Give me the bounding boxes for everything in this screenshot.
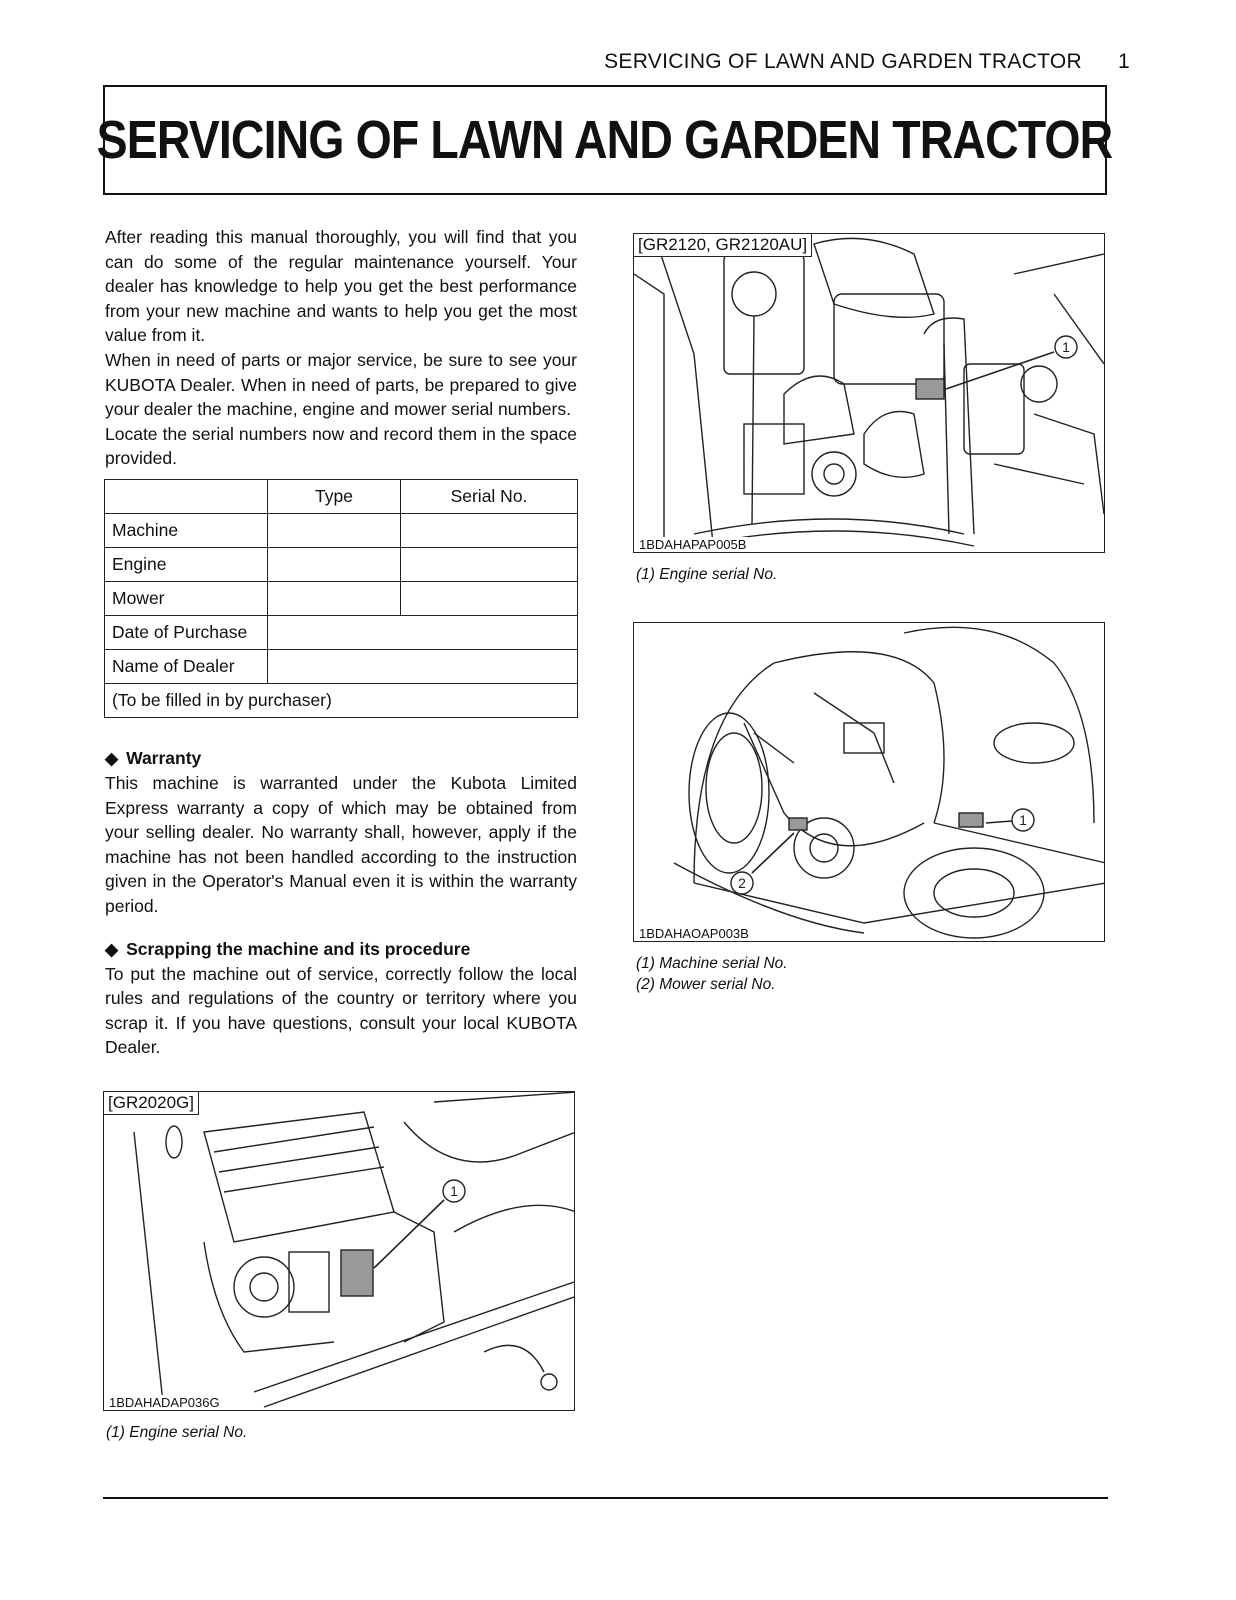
page-number: 1 xyxy=(1118,50,1130,73)
figure-machine-mower xyxy=(633,622,1105,942)
row-label-mower: Mower xyxy=(105,581,268,615)
machine-type-cell[interactable] xyxy=(268,513,401,547)
engine-serial-cell[interactable] xyxy=(401,547,578,581)
engine-illustration xyxy=(634,234,1105,553)
tractor-illustration xyxy=(634,623,1105,942)
footer-rule xyxy=(103,1497,1108,1499)
callout-2: 2 xyxy=(738,875,746,891)
caption-engine-serial: (1) Engine serial No. xyxy=(636,566,778,583)
caption-machine-serial: (1) Machine serial No. xyxy=(636,955,788,972)
table-note: (To be filled in by purchaser) xyxy=(105,683,578,717)
warranty-heading: ◆ Warranty xyxy=(105,747,202,768)
figure-label: [GR2120, GR2120AU] xyxy=(634,234,812,257)
scrapping-heading: ◆ Scrapping the machine and its procedure xyxy=(105,938,471,959)
row-label-machine: Machine xyxy=(105,513,268,547)
scrapping-text: To put the machine out of service, correctly follow the local rules and regulations of the country or territory where you scrap it. If you have questions, consult your local KUBOTA Dealer. xyxy=(105,963,577,1058)
diamond-bullet-icon: ◆ xyxy=(105,939,119,959)
figure-code: 1BDAHAOAP003B xyxy=(639,926,749,941)
figure-code: 1BDAHAPAP005B xyxy=(639,537,747,552)
running-title: SERVICING OF LAWN AND GARDEN TRACTOR xyxy=(604,50,1083,73)
caption-mower-serial: (2) Mower serial No. xyxy=(636,976,776,993)
serial-number-table xyxy=(104,479,578,718)
row-label-date-of-purchase: Date of Purchase xyxy=(105,615,268,649)
left-column xyxy=(105,225,577,1060)
col-serial-header: Serial No. xyxy=(401,479,578,513)
figure-code: 1BDAHADAP036G xyxy=(109,1395,220,1410)
title-box xyxy=(97,85,1113,195)
row-label-name-of-dealer: Name of Dealer xyxy=(105,649,268,683)
page-title: SERVICING OF LAWN AND GARDEN TRACTOR xyxy=(97,110,1113,170)
intro-paragraph-1: After reading this manual thoroughly, you will find that you can do some of the regular maintenance yourself. Your dealer has knowledge to help you get the best performance from your new machine and wants to help you get the most value from it. xyxy=(105,227,577,346)
machine-serial-cell[interactable] xyxy=(401,513,578,547)
caption-engine-serial-gr2020g: (1) Engine serial No. xyxy=(106,1424,248,1441)
table-row xyxy=(105,615,578,649)
engine-illustration xyxy=(104,1092,575,1411)
figure-engine-gr2120 xyxy=(633,233,1105,553)
warranty-text: This machine is warranted under the Kubota Limited Express warranty a copy of which may be obtained from your selling dealer. No warranty shall, however, apply if the machine has not been handled according to the instruction given in the Operator's Manual even it is within the warranty period. xyxy=(105,772,577,916)
table-row xyxy=(105,581,578,615)
mower-serial-cell[interactable] xyxy=(401,581,578,615)
running-header xyxy=(105,50,1130,74)
intro-paragraph-3: Locate the serial numbers now and record them in the space provided. xyxy=(105,423,577,469)
callout-1: 1 xyxy=(450,1183,458,1199)
mower-type-cell[interactable] xyxy=(268,581,401,615)
callout-1: 1 xyxy=(1062,339,1070,355)
table-row xyxy=(105,649,578,683)
callout-1: 1 xyxy=(1019,812,1027,828)
name-of-dealer-cell[interactable] xyxy=(268,649,578,683)
row-label-engine: Engine xyxy=(105,547,268,581)
table-row xyxy=(105,683,578,717)
table-row xyxy=(105,513,578,547)
table-row xyxy=(105,547,578,581)
date-of-purchase-cell[interactable] xyxy=(268,615,578,649)
intro-paragraph-2: When in need of parts or major service, be sure to see your KUBOTA Dealer. When in need of parts, be prepared to give your dealer the machine, engine and mower serial numbers. xyxy=(105,349,577,420)
diamond-bullet-icon: ◆ xyxy=(105,748,119,768)
engine-type-cell[interactable] xyxy=(268,547,401,581)
figure-engine-gr2020g xyxy=(103,1091,575,1411)
figure-label: [GR2020G] xyxy=(104,1092,199,1115)
col-type-header: Type xyxy=(268,479,401,513)
